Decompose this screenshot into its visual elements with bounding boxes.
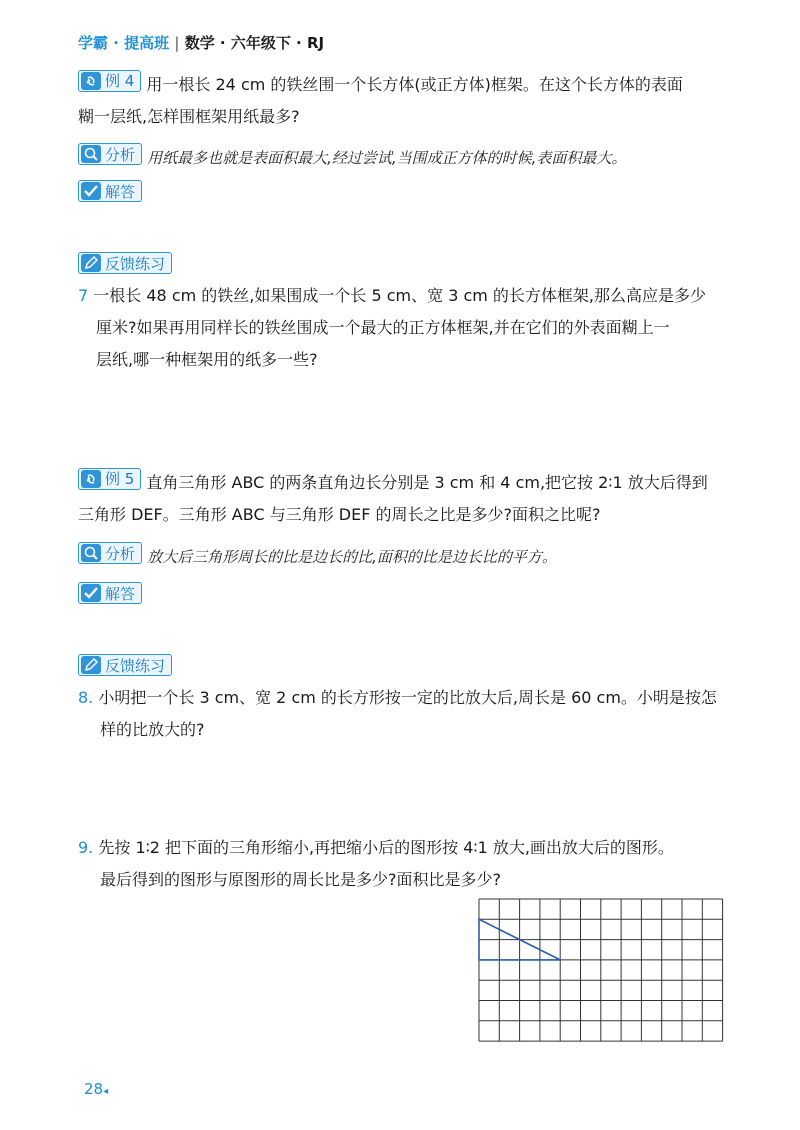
magnifier-icon — [81, 544, 101, 562]
example-4-line2: 糊一层纸,怎样围框架用纸最多? — [78, 107, 300, 126]
question-9-number: 9. — [78, 838, 94, 857]
question-7-line3: 层纸,哪一种框架用的纸多一些? — [96, 350, 318, 369]
analysis-5-tag: 分析 — [78, 542, 142, 564]
question-9-line1: 先按 1∶2 把下面的三角形缩小,再把缩小后的图形按 4∶1 放大,画出放大后的图形。 — [98, 838, 674, 857]
page-header — [78, 32, 324, 53]
example-5-tag: 例 5 — [78, 468, 141, 490]
analysis-4-text: 用纸最多也就是表面积最大,经过尝试,当围成正方体的时候,表面积最大。 — [147, 149, 627, 167]
example-5-line1: 直角三角形 ABC 的两条直角边长分别是 3 cm 和 4 cm,把它按 2∶1 放大后得到 — [146, 473, 708, 492]
answer-5 — [78, 582, 142, 606]
feedback-2-tag: 反馈练习 — [78, 654, 172, 676]
question-7-line2: 厘米?如果再用同样长的铁丝围成一个最大的正方体框架,并在它们的外表面糊上一 — [96, 318, 670, 337]
question-7-line1: 一根长 48 cm 的铁丝,如果围成一个长 5 cm、宽 3 cm 的长方体框架,那么高应是多少 — [93, 286, 707, 305]
question-9-line2: 最后得到的图形与原图形的周长比是多少?面积比是多少? — [100, 870, 501, 889]
question-8-line1: 小明把一个长 3 cm、宽 2 cm 的长方形按一定的比放大后,周长是 60 cm。小明是按怎 — [98, 688, 717, 707]
checkmark-icon — [81, 584, 101, 602]
answer-4 — [78, 180, 142, 204]
magnifier-icon — [81, 145, 101, 163]
example-4-line1: 用一根长 24 cm 的铁丝围一个长方体(或正方体)框架。在这个长方体的表面 — [146, 75, 683, 94]
question-8-number: 8. — [78, 688, 94, 707]
question-7 — [78, 280, 758, 376]
question-9 — [78, 832, 758, 896]
link-icon — [81, 72, 101, 90]
grid-figure — [478, 898, 726, 1044]
example-5-line2: 三角形 DEF。三角形 ABC 与三角形 DEF 的周长之比是多少?面积之比呢? — [78, 505, 601, 524]
feedback-1 — [78, 252, 172, 276]
answer-5-tag: 解答 — [78, 582, 142, 604]
feedback-1-tag: 反馈练习 — [78, 252, 172, 274]
analysis-5-text: 放大后三角形周长的比是边长的比,面积的比是边长比的平方。 — [147, 548, 557, 566]
pencil-icon — [81, 254, 101, 272]
feedback-2 — [78, 654, 172, 678]
checkmark-icon — [81, 182, 101, 200]
pencil-icon — [81, 656, 101, 674]
example-4 — [78, 69, 738, 133]
question-8-line2: 样的比放大的? — [100, 720, 205, 739]
header-separator: | — [174, 34, 180, 52]
link-icon — [81, 470, 101, 488]
answer-4-tag: 解答 — [78, 180, 142, 202]
question-8 — [78, 682, 758, 746]
example-4-tag: 例 4 — [78, 70, 141, 92]
page-number: 28◂ — [84, 1080, 109, 1098]
example-5 — [78, 467, 748, 531]
header-subject: 数学 · 六年级下 · RJ — [184, 34, 325, 52]
analysis-4-tag: 分析 — [78, 143, 142, 165]
question-7-number: 7 — [78, 286, 89, 305]
analysis-5 — [78, 542, 557, 567]
analysis-4 — [78, 143, 626, 168]
brand-title: 学霸 · 提高班 — [78, 34, 170, 52]
